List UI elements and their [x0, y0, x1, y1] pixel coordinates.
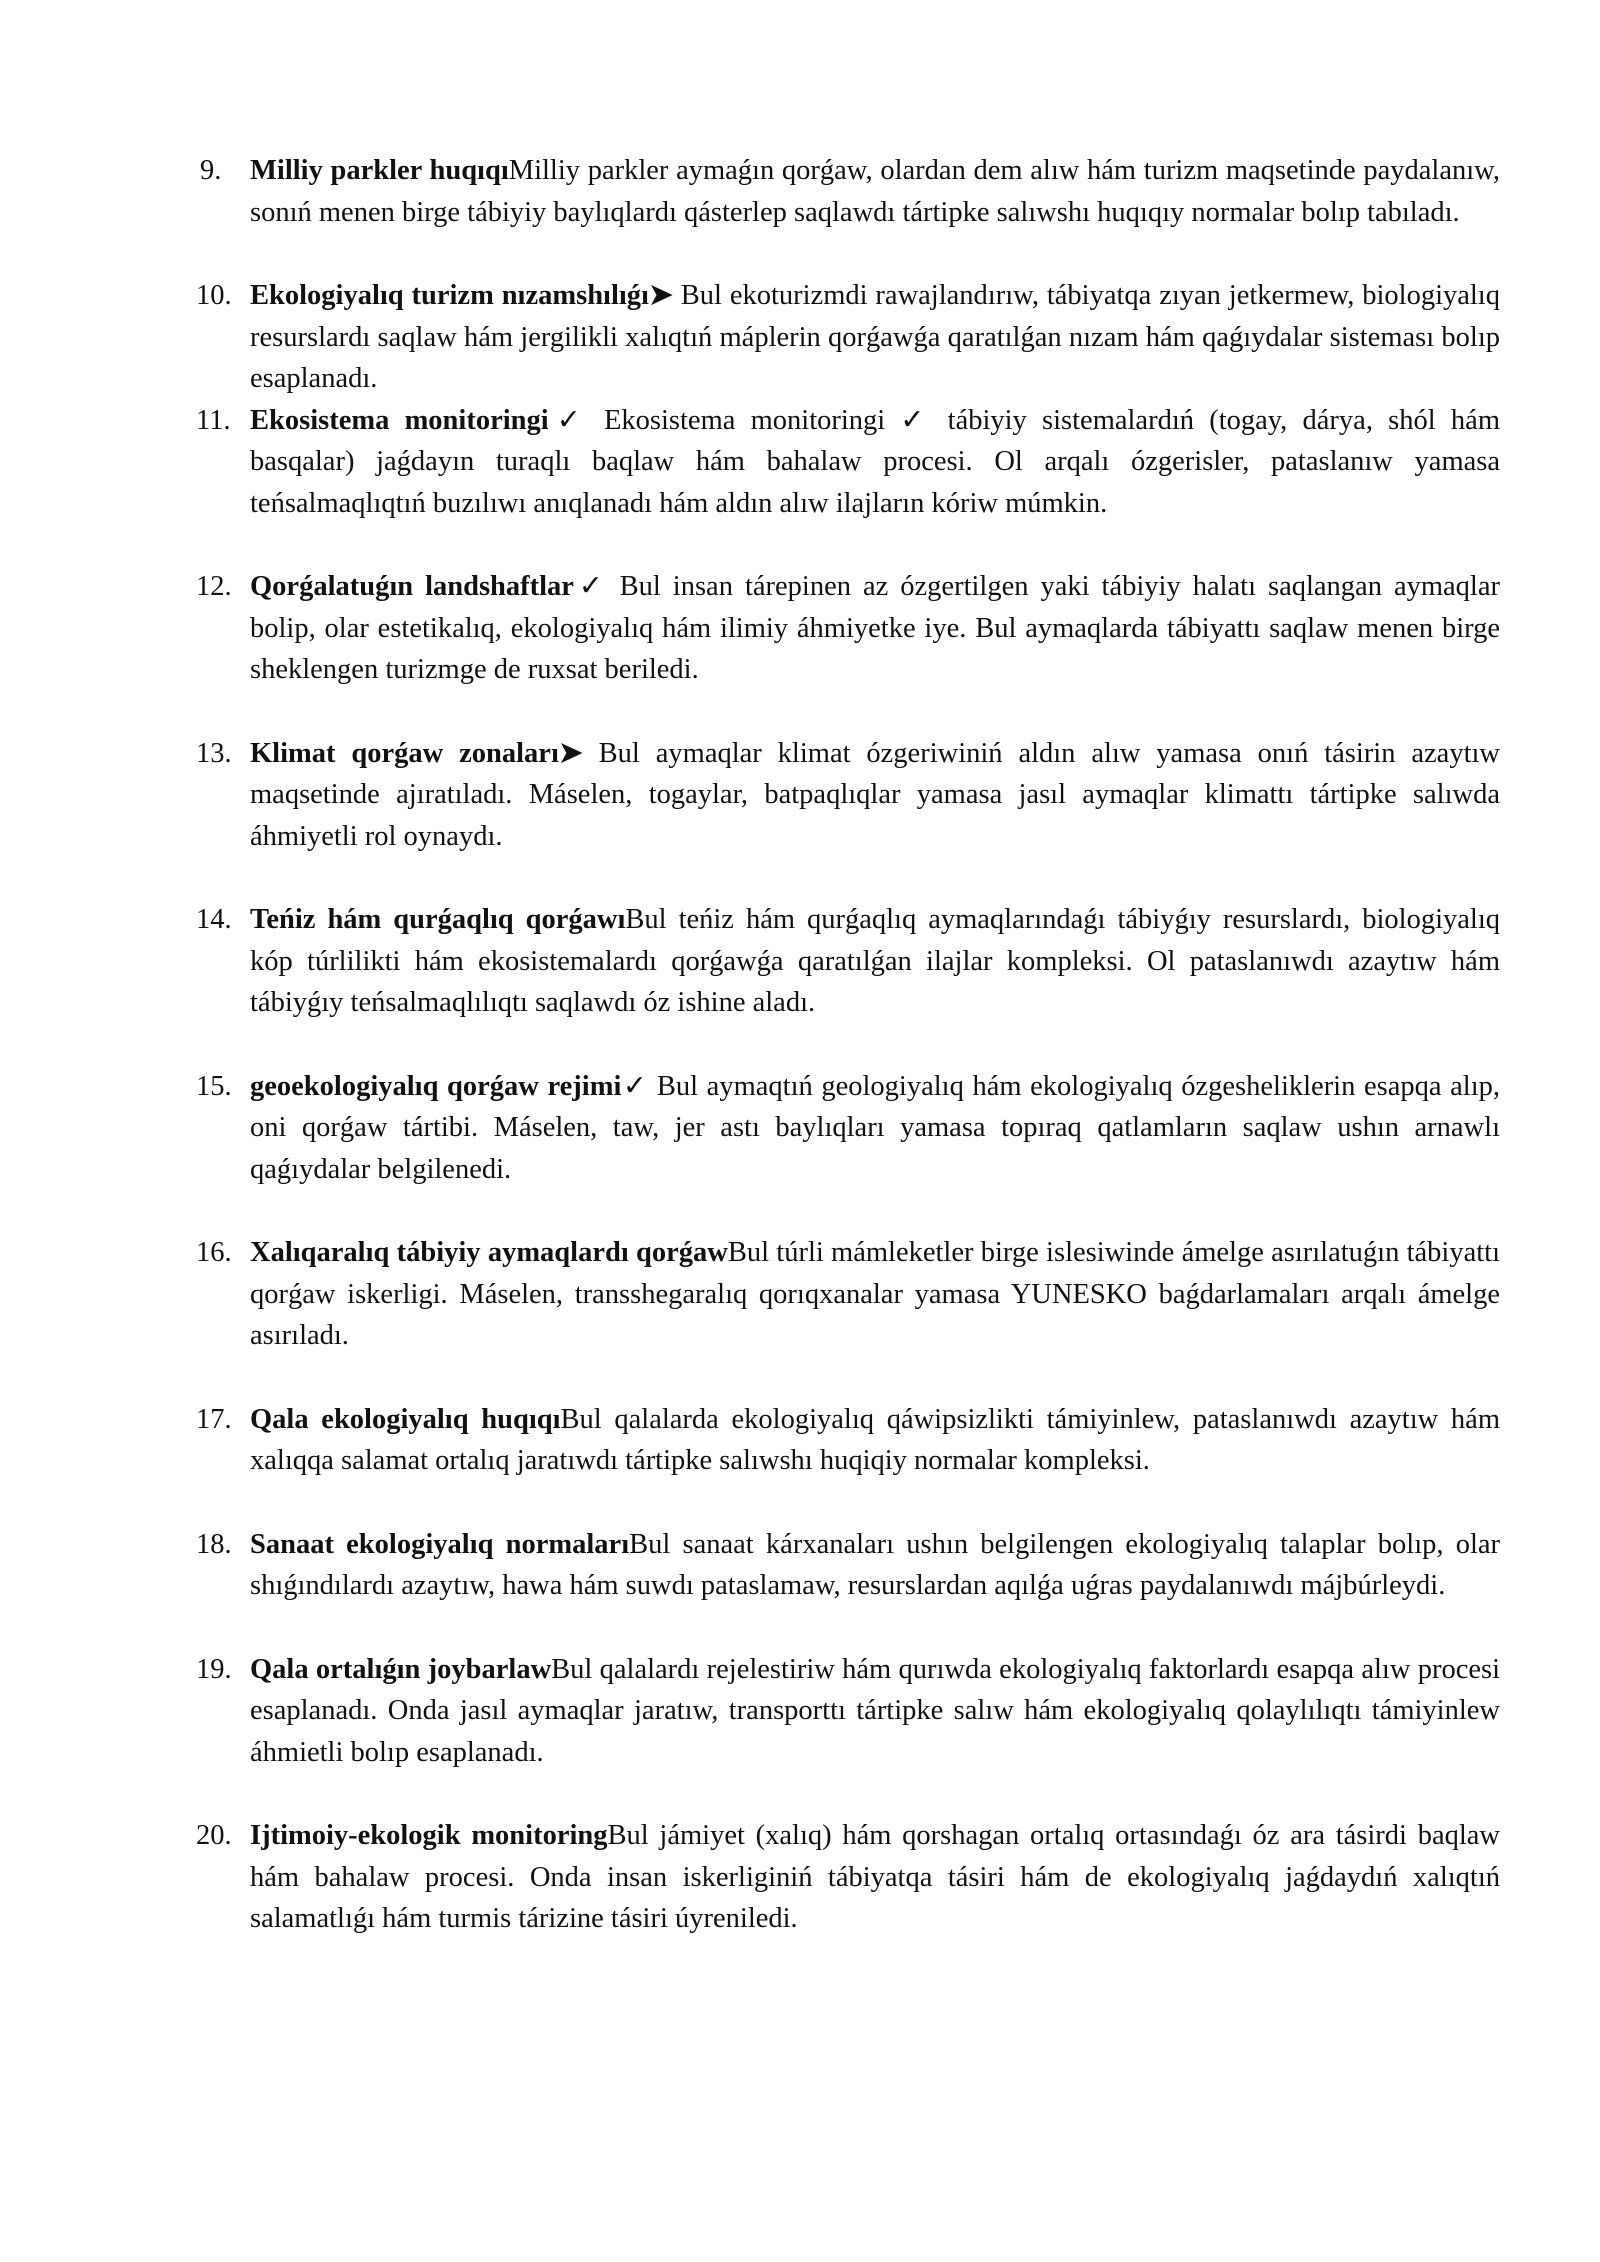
item-term: Qala ortalıǵın joybarlaw	[250, 1653, 552, 1685]
item-number: 15.	[196, 1070, 232, 1102]
item-number: 20.	[196, 1820, 232, 1851]
item-term: Sanaat ekologiyalıq normaları	[250, 1528, 630, 1560]
item-number: 11.	[196, 404, 231, 436]
item-number: 13.	[196, 737, 232, 769]
list-item	[196, 1066, 1500, 1191]
item-number: 16.	[196, 1237, 232, 1268]
item-term: Qala ekologiyalıq huqıqı	[250, 1403, 561, 1435]
item-term: Klimat qorǵaw zonaları	[250, 737, 559, 769]
item-text: Bul túrli mámleketler birge islesiwinde ámelge asırılatuǵın tábiyattı qorǵaw iskerligi. Máselen, transshegaralıq qorıqxanalar yamasa YUNESKO baǵdarlamaları arqalı ámelge asırıladı.	[250, 1237, 1500, 1351]
item-term: Qorǵalatuǵın landshaftlar	[250, 571, 574, 602]
list-item	[196, 733, 1501, 858]
item-text: Ekosistema monitoringi ✓ tábiyiy sistemalardıń (togay, dárya, shól hám basqalar) jaǵdayın turaqlı baqlaw hám bahalaw procesi. Ol arqalı ózgerisler, pataslanıw yamasa teńsalmaqlıqtıń buzılıwı anıqlanadı hám aldın alıw ilajların kóriw múmkin.	[250, 404, 1500, 519]
item-term: Ijtimoiy-ekologik monitoring	[250, 1820, 608, 1851]
item-text: Bul aymaqlar klimat ózgeriwiniń aldın alıw yamasa onıń tásirin azaytıw maqsetinde ajıratıladı. Máselen, togaylar, batpaqlıqlar yamasa jasıl aymaqlar klimattı tártipke salıwda áhmiyetli rol oynaydı.	[250, 737, 1501, 852]
list-item	[196, 275, 1500, 400]
item-text: Bul qalalardı rejelestiriw hám qurıwda ekologiyalıq faktorlardı esapqa alıw procesi esaplanadı. Onda jasıl aymaqlar jaratıw, transporttı tártipke salıw hám ekologiyalıq qolaylılıqtı támiyinlew áhmietli bolıp esaplanadı.	[250, 1653, 1500, 1768]
item-marker: ➤	[648, 280, 673, 311]
item-number: 19.	[196, 1653, 232, 1685]
list-item	[196, 1232, 1500, 1357]
item-text: Bul ekoturizmdi rawajlandırıw, tábiyatqa zıyan jetkermew, biologiyalıq resurslardı saqlaw hám jergilikli xalıqtıń máplerin qorǵawǵa qaratılǵan nızam hám qaǵıydalar sisteması bolıp esaplanadı.	[250, 280, 1500, 394]
list-item	[196, 1815, 1501, 1940]
item-text: Bul teńiz hám qurǵaqlıq aymaqlarındaǵı tábiyǵıy resurslardı, biologiyalıq kóp túrlilikti hám ekosistemalardı qorǵawǵa qaratılǵan ilajlar kompleksi. Ol pataslanıwdı azaytıw hám tábiyǵıy teńsalmaqlılıqtı saqlawdı óz ishine aladı.	[250, 904, 1500, 1018]
numbered-list	[196, 150, 1501, 1982]
item-term: Teńiz hám qurǵaqlıq qorǵawı	[250, 904, 626, 935]
list-item	[196, 1524, 1501, 1607]
item-number: 9.	[200, 155, 222, 186]
item-text: Bul aymaqtıń geologiyalıq hám ekologiyalıq ózgesheliklerin esapqa alıp, oni qorǵaw tártibi. Máselen, taw, jer astı baylıqları yamasa topıraq qatlamların saqlaw ushın arnawlı qaǵıydalar belgilenedi.	[250, 1070, 1500, 1185]
item-marker: ➤	[558, 737, 583, 769]
item-term: Ekologiyalıq turizm nızamshılıǵı	[250, 280, 649, 311]
item-number: 17.	[196, 1403, 232, 1435]
item-marker: ✓	[573, 571, 608, 602]
item-text: Bul jámiyet (xalıq) hám qorshagan ortalıq ortasındaǵı óz ara tásirdi baqlaw hám bahalaw procesi. Onda insan iskerliginiń tábiyatqa tásiri hám de ekologiyalıq jaǵdaydıń xalıqtıń salamatlıǵı hám turmis tárizine tásiri úyreniledi.	[250, 1820, 1501, 1934]
item-term: Milliy parkler huqıqı	[250, 155, 509, 186]
item-text: Bul qalalarda ekologiyalıq qáwipsizlikti támiyinlew, pataslanıwdı azaytıw hám xalıqqa salamat ortalıq jaratıwdı tártipke salıwshı huqiqiy normalar kompleksi.	[250, 1403, 1500, 1476]
item-marker: ✓	[548, 404, 589, 436]
list-item	[196, 1399, 1500, 1482]
list-item	[196, 1649, 1500, 1774]
list-item	[196, 566, 1500, 691]
item-text: Milliy parkler aymaǵın qorǵaw, olardan dem alıw hám turizm maqsetinde paydalanıw, sonıń menen birge tábiyiy baylıqlardı qásterlep saqlawdı tártipke salıwshı huqıqıy normalar bolıp tabıladı.	[250, 155, 1500, 228]
item-text: Bul sanaat kárxanaları ushın belgilengen ekologiyalıq talaplar bolıp, olar shıǵındılardı azaytıw, hawa hám suwdı pataslamaw, resurslardan aqılǵa uǵras paydalanıwdı májbúrleydi.	[250, 1528, 1501, 1601]
item-marker: ✓	[621, 1070, 649, 1102]
item-term: Xalıqaralıq tábiyiy aymaqlardı qorǵaw	[250, 1237, 728, 1268]
list-item	[196, 400, 1500, 525]
item-number: 10.	[196, 280, 232, 311]
item-number: 12.	[196, 571, 232, 602]
item-term: Ekosistema monitoringi	[250, 404, 549, 436]
list-item	[200, 150, 1500, 233]
item-term: geoekologiyalıq qorǵaw rejimi	[250, 1070, 622, 1102]
item-text: Bul insan tárepinen az ózgertilgen yaki tábiyiy halatı saqlangan aymaqlar bolip, olar estetikalıq, ekologiyalıq hám ilimiy áhmiyetke iye. Bul aymaqlarda tábiyattı saqlaw menen birge sheklengen turizmge de ruxsat beriledi.	[250, 571, 1500, 685]
list-item	[196, 899, 1500, 1024]
item-number: 14.	[196, 904, 232, 935]
item-number: 18.	[196, 1528, 232, 1560]
